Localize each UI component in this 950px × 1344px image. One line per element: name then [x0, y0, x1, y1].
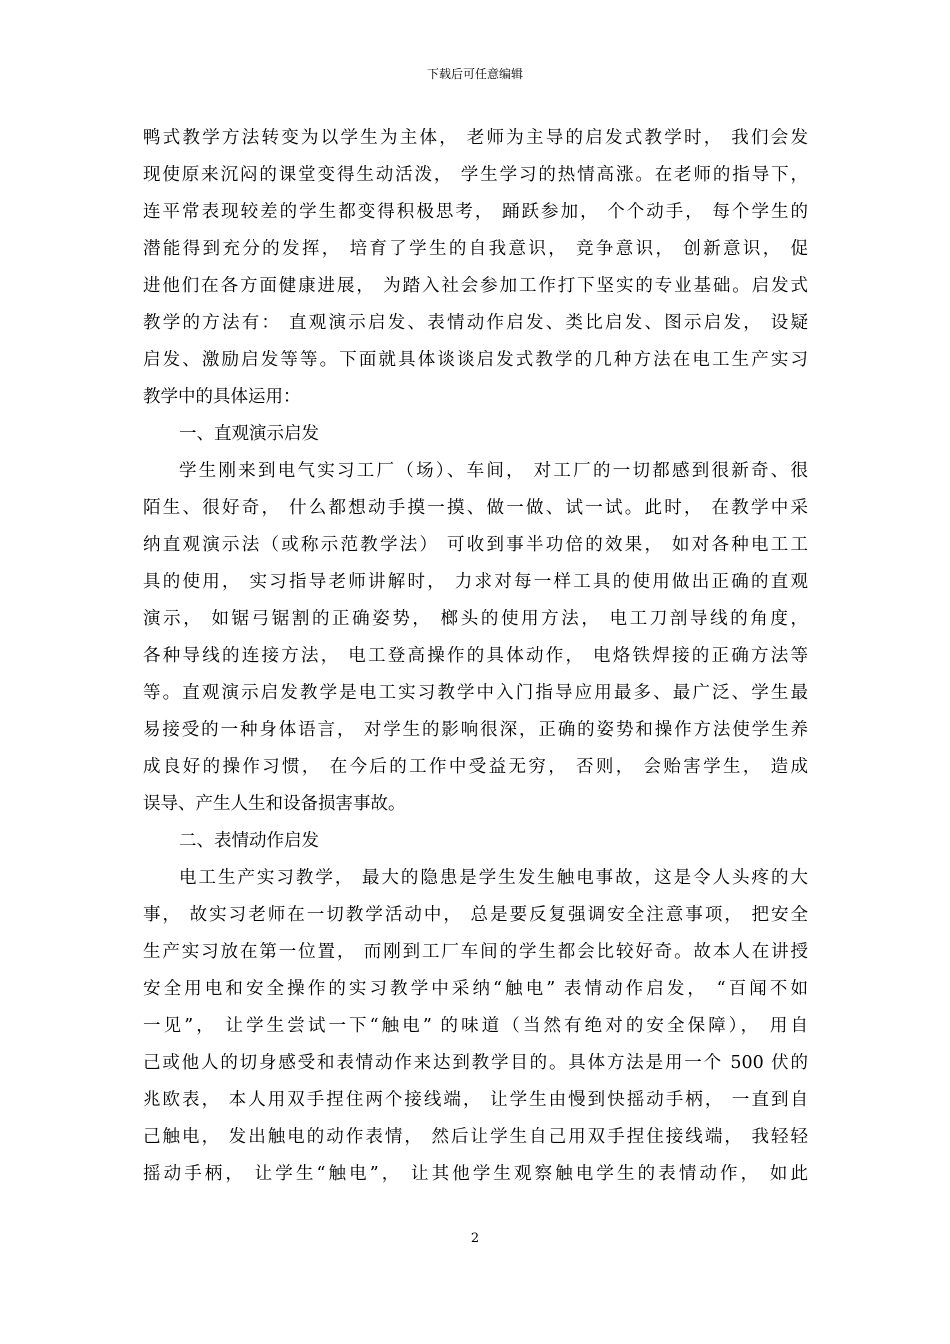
paragraph-line: 进他们在各方面健康进展， 为踏入社会参加工作打下坚实的专业基础。启发式	[143, 276, 808, 296]
paragraph-line: 启发、激励启发等等。下面就具体谈谈启发式教学的几种方法在电工生产实习	[143, 350, 808, 370]
paragraph-line: 教学中的具体运用：	[143, 387, 301, 407]
page-number: 2	[470, 1231, 480, 1246]
section-heading: 一、直观演示启发	[179, 424, 319, 444]
paragraph-line: 演示， 如锯弓锯割的正确姿势， 榔头的使用方法， 电工刀剖导线的角度，	[143, 609, 808, 629]
paragraph-line: 现使原来沉闷的课堂变得生动活泼， 学生学习的热情高涨。在老师的指导下，	[143, 165, 808, 185]
paragraph-line: 各种导线的连接方法， 电工登高操作的具体动作， 电烙铁焊接的正确方法等	[143, 646, 808, 666]
paragraph-line: 连平常表现较差的学生都变得积极思考， 踊跃参加， 个个动手， 每个学生的	[143, 202, 808, 222]
paragraph-line: 兆欧表， 本人用双手捏住两个接线端， 让学生由慢到快摇动手柄， 一直到自	[143, 1090, 808, 1110]
page-header: 下载后可任意编辑	[426, 67, 523, 81]
paragraph-line: 己或他人的切身感受和表情动作来达到教学目的。具体方法是用一个 500 伏的	[143, 1053, 808, 1073]
paragraph-line: 纳直观演示法（或称示范教学法） 可收到事半功倍的效果， 如对各种电工工	[143, 535, 808, 555]
paragraph-line: 教学的方法有： 直观演示启发、表情动作启发、类比启发、图示启发， 设疑	[143, 313, 808, 333]
paragraph-line: 误导、产生人生和设备损害事故。	[143, 794, 406, 814]
paragraph-line: 学生刚来到电气实习工厂（场）、车间， 对工厂的一切都感到很新奇、很	[179, 461, 808, 481]
paragraph-line: 安全用电和安全操作的实习教学中采纳“触电” 表情动作启发， “百闻不如	[143, 979, 808, 999]
paragraph-line: 电工生产实习教学， 最大的隐患是学生发生触电事故，这是令人头疼的大	[179, 868, 808, 888]
paragraph-line: 一见”， 让学生尝试一下“触电” 的味道（当然有绝对的安全保障）， 用自	[143, 1016, 808, 1036]
paragraph-line: 事， 故实习老师在一切教学活动中， 总是要反复强调安全注意事项， 把安全	[143, 905, 808, 925]
paragraph-line: 生产实习放在第一位置， 而刚到工厂车间的学生都会比较好奇。故本人在讲授	[143, 942, 808, 962]
paragraph-line: 己触电， 发出触电的动作表情， 然后让学生自己用双手捏住接线端， 我轻轻	[143, 1127, 808, 1147]
paragraph-line: 摇动手柄， 让学生“触电”， 让其他学生观察触电学生的表情动作， 如此	[143, 1164, 808, 1184]
paragraph-line: 潜能得到充分的发挥， 培育了学生的自我意识， 竞争意识， 创新意识， 促	[143, 239, 808, 259]
paragraph-line: 易接受的一种身体语言， 对学生的影响很深，正确的姿势和操作方法使学生养	[143, 720, 808, 740]
paragraph-line: 具的使用， 实习指导老师讲解时， 力求对每一样工具的使用做出正确的直观	[143, 572, 808, 592]
paragraph-line: 鸭式教学方法转变为以学生为主体， 老师为主导的启发式教学时， 我们会发	[143, 128, 808, 148]
section-heading: 二、表情动作启发	[179, 831, 319, 851]
paragraph-line: 等。直观演示启发教学是电工实习教学中入门指导应用最多、最广泛、学生最	[143, 683, 808, 703]
paragraph-line: 成良好的操作习惯， 在今后的工作中受益无穷， 否则， 会贻害学生， 造成	[143, 757, 808, 777]
document-body	[143, 124, 808, 1197]
paragraph-line: 陌生、很好奇， 什么都想动手摸一摸、做一做、试一试。此时， 在教学中采	[143, 498, 808, 518]
